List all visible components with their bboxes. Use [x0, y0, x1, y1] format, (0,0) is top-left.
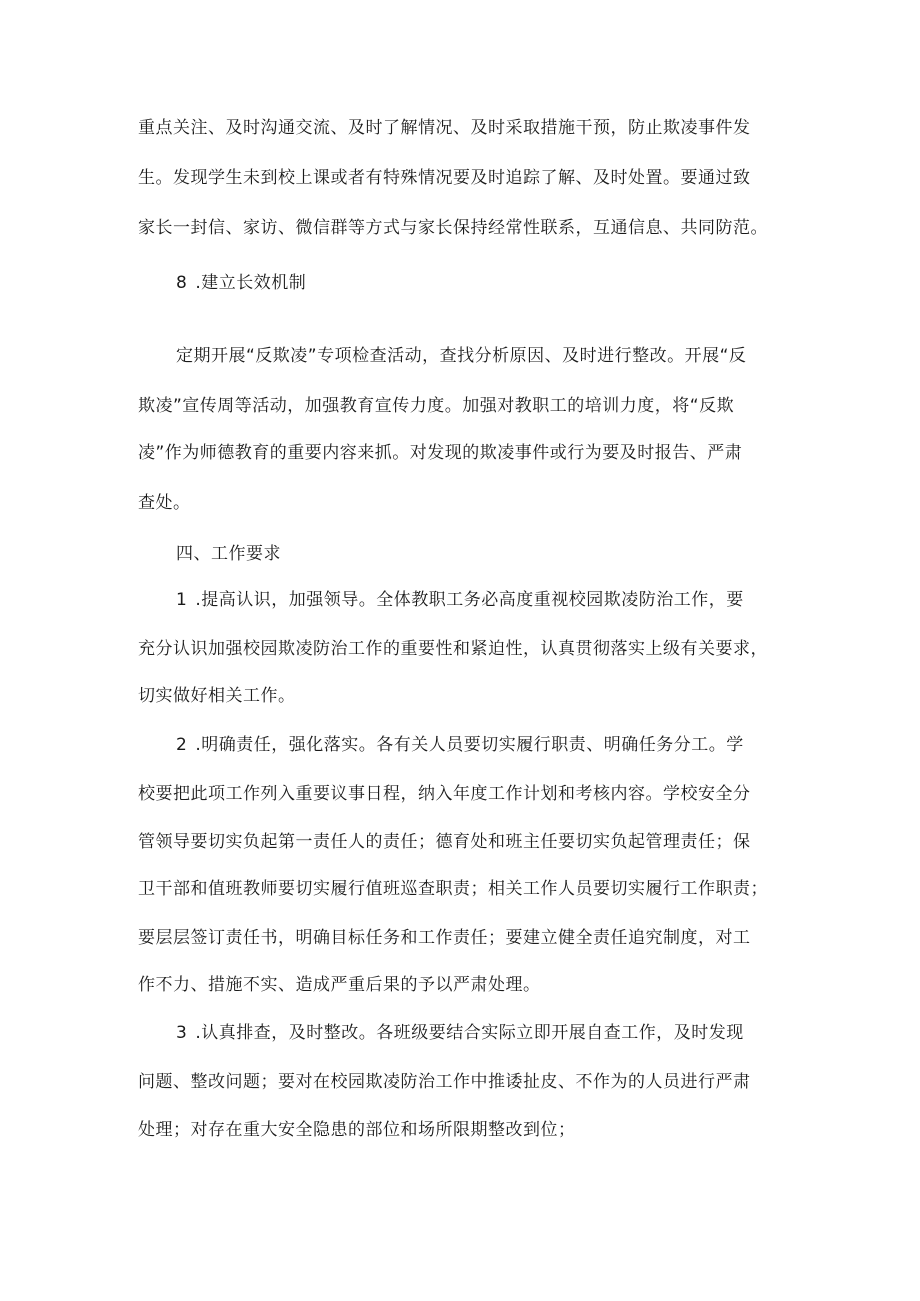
paragraph-line: 定期开展“反欺凌”专项检查活动，查找分析原因、及时进行整改。开展“反 [176, 346, 747, 366]
item-number: 2 [176, 735, 188, 755]
paragraph-line: 查处。 [138, 493, 191, 513]
paragraph-line: 切实做好相关工作。 [138, 686, 296, 706]
requirement-item-2 [176, 735, 744, 755]
paragraph-line: 生。发现学生未到校上课或者有特殊情况要及时追踪了解、及时处置。要通过致 [138, 168, 751, 188]
item-number: 8 [176, 273, 188, 293]
paragraph-line: 管领导要切实负起第一责任人的责任；德育处和班主任要切实负起管理责任；保 [138, 832, 751, 852]
paragraph-line: 家长一封信、家访、微信群等方式与家长保持经常性联系，互通信息、共同防范。 [138, 218, 768, 238]
heading-item-8 [176, 273, 306, 293]
paragraph-line: 要层层签订责任书，明确目标任务和工作责任；要建立健全责任追究制度，对工 [138, 928, 751, 948]
paragraph-line: 欺凌”宣传周等活动，加强教育宣传力度。加强对教职工的培训力度，将“反欺 [138, 396, 735, 416]
paragraph-text: .提高认识，加强领导。全体教职工务必高度重视校园欺凌防治工作，要 [195, 590, 744, 610]
requirement-item-3 [176, 1023, 744, 1043]
item-number: 1 [176, 590, 188, 610]
item-number: 3 [176, 1023, 188, 1043]
paragraph-text: .明确责任，强化落实。各有关人员要切实履行职责、明确任务分工。学 [195, 735, 744, 755]
section-heading: 四、工作要求 [176, 544, 281, 564]
paragraph-line: 凌”作为师德教育的重要内容来抓。对发现的欺凌事件或行为要及时报告、严肃 [138, 443, 743, 463]
paragraph-line: 问题、整改问题；要对在校园欺凌防治工作中推诿扯皮、不作为的人员进行严肃 [138, 1072, 751, 1092]
paragraph-line: 校要把此项工作列入重要议事日程，纳入年度工作计划和考核内容。学校安全分 [138, 784, 751, 804]
paragraph-text: .认真排查，及时整改。各班级要结合实际立即开展自查工作，及时发现 [195, 1023, 744, 1043]
paragraph-line: 作不力、措施不实、造成严重后果的予以严肃处理。 [138, 975, 541, 995]
paragraph-line: 卫干部和值班教师要切实履行值班巡查职责；相关工作人员要切实履行工作职责； [138, 879, 768, 899]
paragraph-line: 充分认识加强校园欺凌防治工作的重要性和紧迫性，认真贯彻落实上级有关要求， [138, 639, 768, 659]
paragraph-line: 重点关注、及时沟通交流、及时了解情况、及时采取措施干预，防止欺凌事件发 [138, 118, 751, 138]
paragraph-line: 处理；对存在重大安全隐患的部位和场所限期整改到位； [138, 1120, 576, 1140]
heading-text: .建立长效机制 [195, 273, 307, 293]
requirement-item-1 [176, 590, 744, 610]
